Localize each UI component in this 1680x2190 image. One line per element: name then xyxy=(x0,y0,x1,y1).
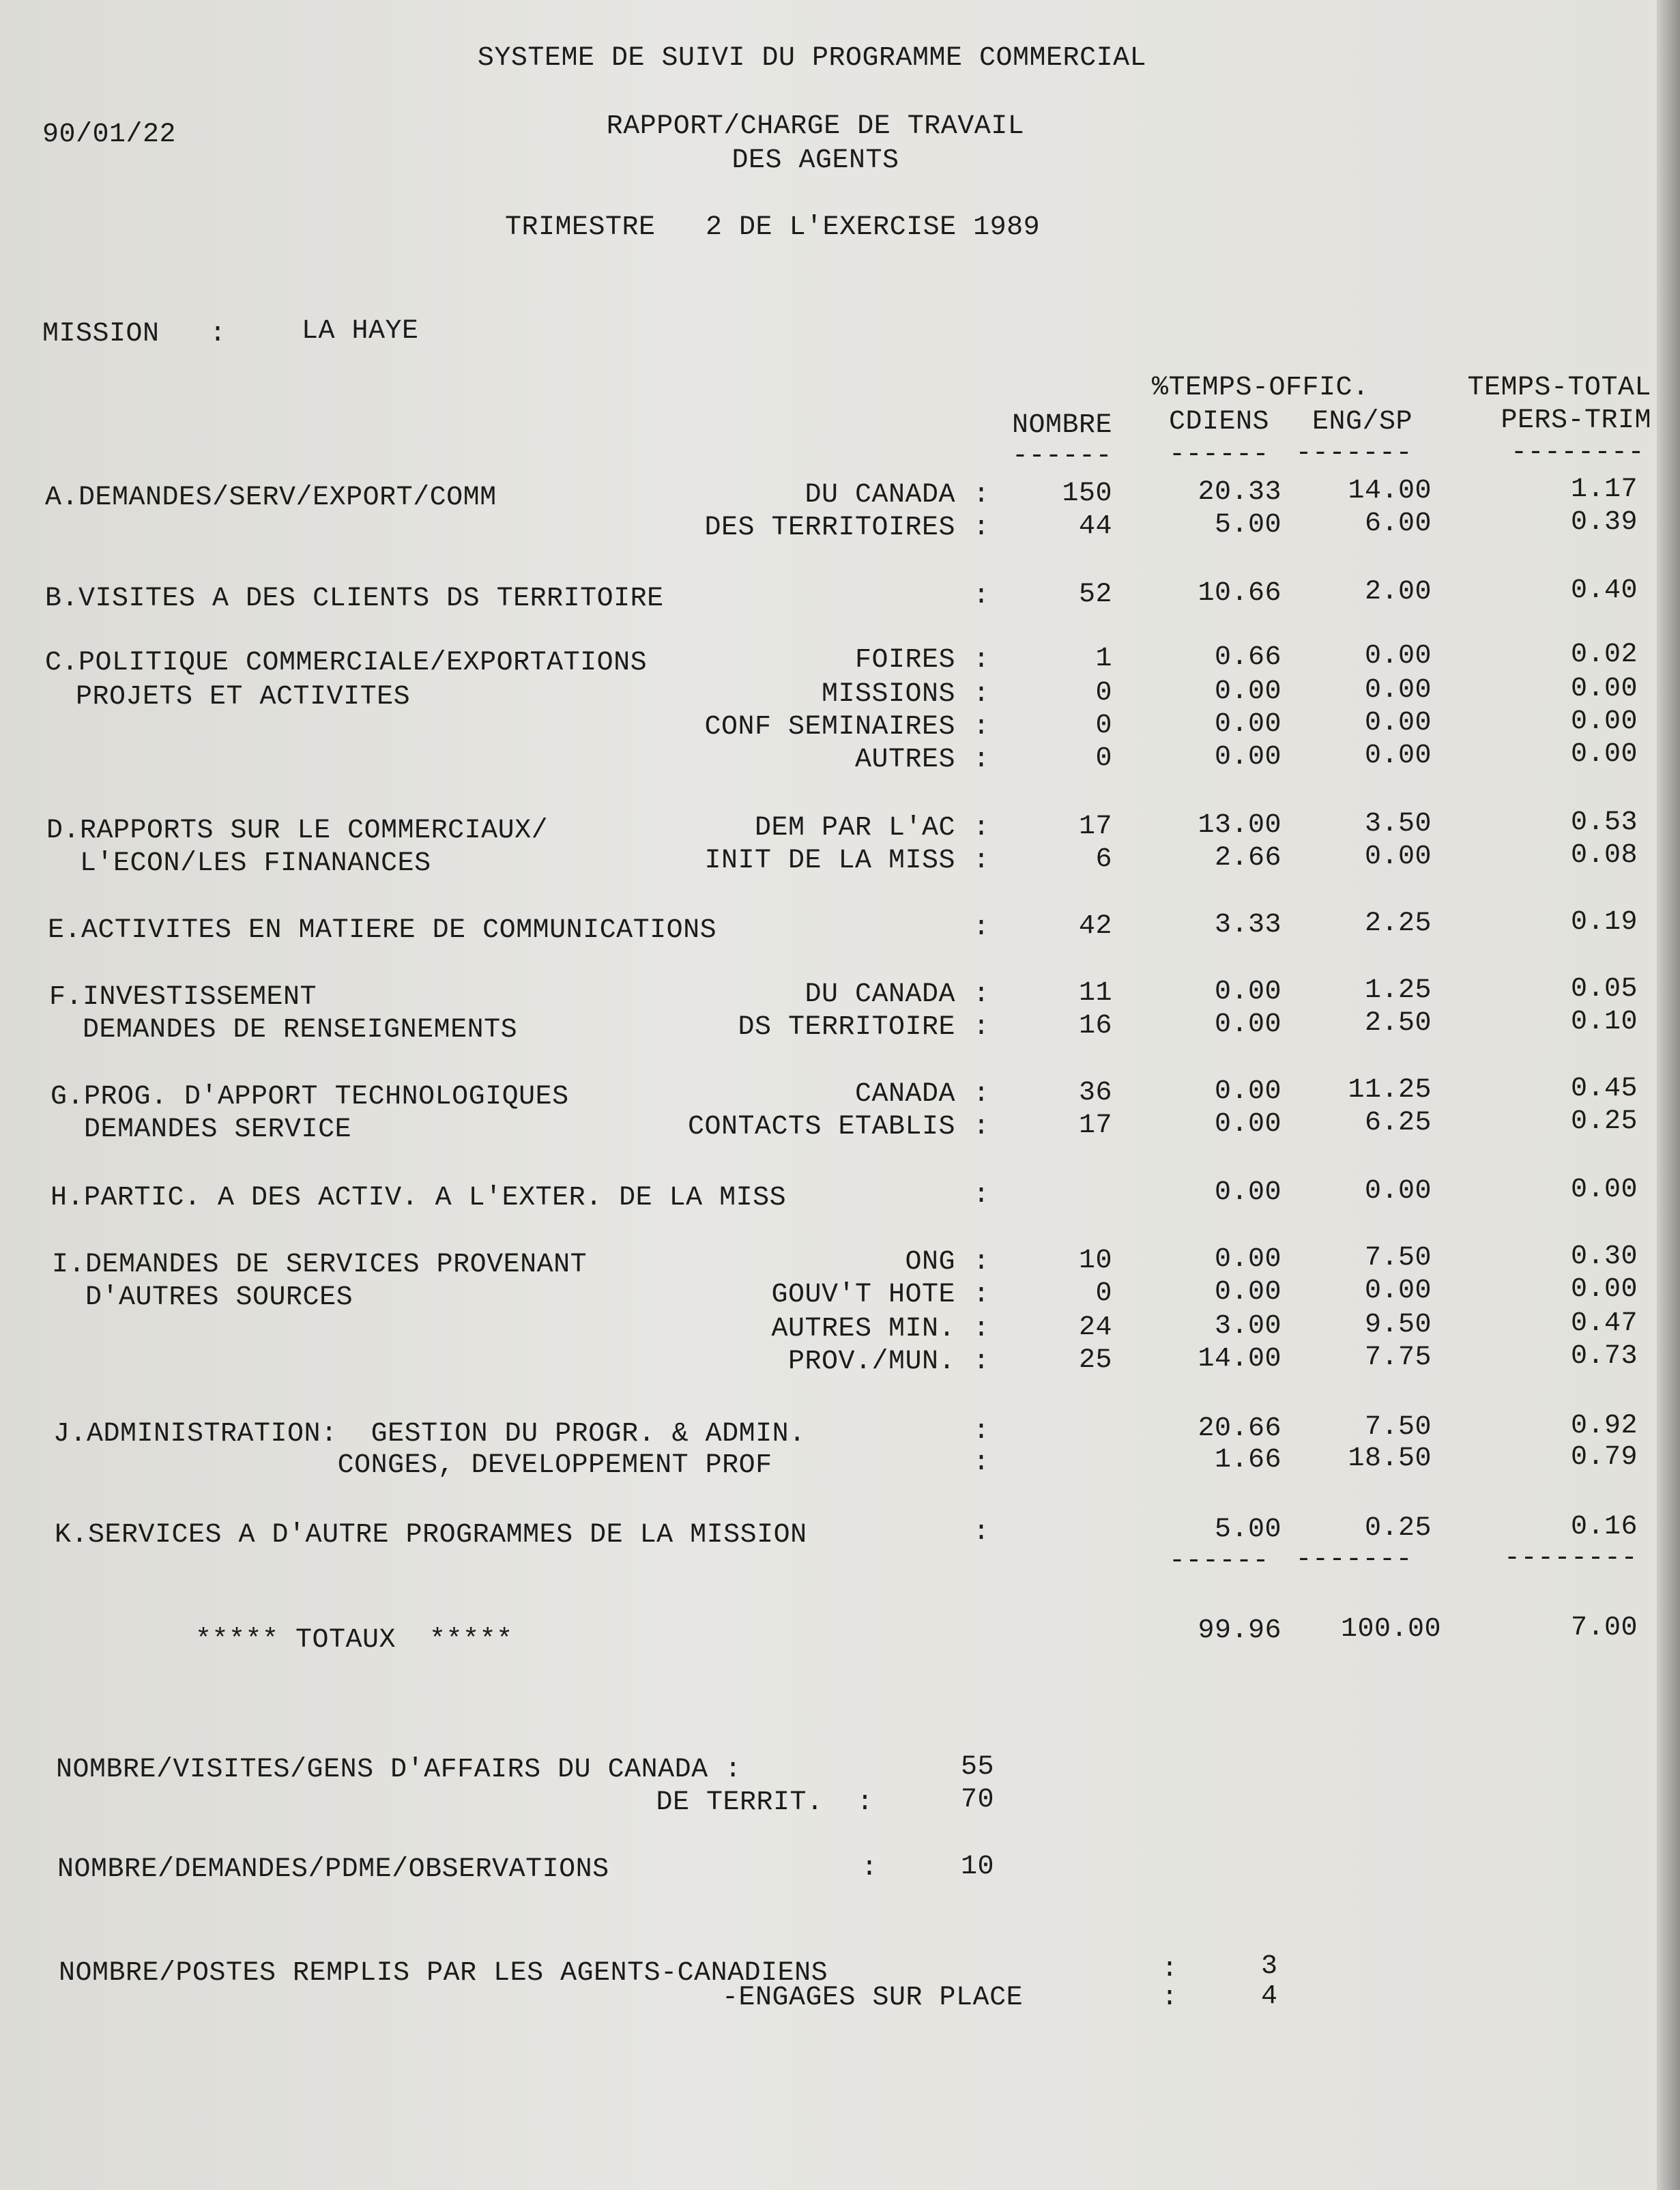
row-colon: : xyxy=(973,1346,990,1377)
row-colon: : xyxy=(973,745,990,775)
cell-engsp: 0.00 xyxy=(1364,708,1432,738)
cell-pers-trim: 0.10 xyxy=(1570,1007,1638,1037)
row-colon: : xyxy=(973,1180,990,1211)
row-label: E.ACTIVITES EN MATIERE DE COMMUNICATIONS xyxy=(48,915,717,946)
row-sublabel: CANADA xyxy=(854,1079,955,1110)
cell-pers-trim: 1.17 xyxy=(1570,474,1638,505)
cell-engsp: 7.75 xyxy=(1364,1342,1432,1373)
cell-pers-trim: 0.05 xyxy=(1570,974,1638,1005)
cell-engsp: 2.50 xyxy=(1364,1008,1432,1039)
cell-engsp: 1.25 xyxy=(1364,975,1432,1006)
cell-nombre: 11 xyxy=(1078,978,1112,1009)
cell-nombre: 17 xyxy=(1078,1110,1112,1141)
cell-pers-trim: 0.53 xyxy=(1570,807,1638,838)
row-sublabel: AUTRES MIN. xyxy=(771,1314,955,1344)
row-sublabel: INIT DE LA MISS xyxy=(704,846,955,876)
cell-cdiens: 2.66 xyxy=(1214,843,1281,874)
cell-engsp: 0.00 xyxy=(1364,841,1432,872)
quarter-line: TRIMESTRE 2 DE L'EXERCISE 1989 xyxy=(505,212,1041,243)
row-colon: : xyxy=(973,1112,990,1142)
col-perstrim: PERS-TRIM xyxy=(1501,405,1651,436)
row-label: B.VISITES A DES CLIENTS DS TERRITOIRE xyxy=(45,583,664,614)
cell-engsp: 9.50 xyxy=(1364,1310,1432,1340)
cell-nombre: 52 xyxy=(1078,579,1112,610)
cell-cdiens: 0.00 xyxy=(1214,676,1281,707)
pdme-label: NOMBRE/DEMANDES/PDME/OBSERVATIONS xyxy=(57,1854,609,1885)
cell-pers-trim: 0.92 xyxy=(1570,1411,1638,1441)
rule-nombre: ------ xyxy=(1011,441,1112,472)
cell-cdiens: 13.00 xyxy=(1198,810,1281,841)
row-label: J.ADMINISTRATION: GESTION DU PROGR. & ADMIN. xyxy=(53,1419,806,1450)
cell-nombre: 10 xyxy=(1078,1245,1112,1276)
totals-label: ***** TOTAUX ***** xyxy=(195,1625,513,1656)
row-colon: : xyxy=(973,979,990,1010)
col-cdiens: CDIENS xyxy=(1168,407,1269,437)
cell-nombre: 25 xyxy=(1078,1345,1112,1376)
cell-cdiens: 0.00 xyxy=(1214,1177,1281,1208)
report-date: 90/01/22 xyxy=(42,119,177,150)
cell-cdiens: 14.00 xyxy=(1198,1344,1281,1374)
cell-pers-trim: 0.00 xyxy=(1570,739,1638,770)
cell-pers-trim: 0.00 xyxy=(1570,1175,1638,1205)
totals-rule-engsp: ------- xyxy=(1295,1544,1413,1575)
postes-label: NOMBRE/POSTES REMPLIS PAR LES AGENTS-CANADIENS xyxy=(59,1958,828,1989)
engages-colon: : xyxy=(1161,1983,1178,2013)
cell-engsp: 2.00 xyxy=(1364,577,1432,607)
row-colon: : xyxy=(973,1416,990,1447)
col-engsp: ENG/SP xyxy=(1312,407,1413,437)
cell-pers-trim: 0.00 xyxy=(1570,1274,1638,1305)
postes-canadiens-value: 3 xyxy=(1261,1951,1278,1982)
cell-engsp: 11.25 xyxy=(1348,1075,1432,1106)
row-colon: : xyxy=(973,679,990,710)
cell-pers-trim: 0.00 xyxy=(1570,674,1638,704)
totals-rule-pers: -------- xyxy=(1503,1543,1638,1574)
cell-engsp: 7.50 xyxy=(1364,1412,1432,1443)
cell-engsp: 0.00 xyxy=(1364,740,1432,771)
cell-pers-trim: 0.16 xyxy=(1570,1512,1638,1542)
row-sublabel: GOUV'T HOTE xyxy=(771,1280,955,1310)
row-colon: : xyxy=(973,1447,990,1478)
cell-pers-trim: 0.40 xyxy=(1570,575,1638,606)
system-title: SYSTEME DE SUIVI DU PROGRAMME COMMERCIAL xyxy=(477,43,1147,74)
row-sublabel: DES TERRITOIRES xyxy=(704,513,955,543)
col-temps-total: TEMPS-TOTAL xyxy=(1467,373,1651,403)
row-sublabel: CONF SEMINAIRES xyxy=(704,712,955,743)
cell-pers-trim: 0.47 xyxy=(1570,1308,1638,1339)
cell-engsp: 18.50 xyxy=(1348,1443,1432,1474)
row-sublabel: DU CANADA xyxy=(805,979,955,1010)
cell-engsp: 3.50 xyxy=(1364,809,1432,839)
cell-pers-trim: 0.30 xyxy=(1570,1241,1638,1272)
cell-cdiens: 3.33 xyxy=(1214,910,1281,940)
cell-cdiens: 0.00 xyxy=(1214,709,1281,740)
cell-cdiens: 10.66 xyxy=(1198,578,1281,609)
cell-engsp: 0.00 xyxy=(1364,1276,1432,1306)
cell-pers-trim: 0.00 xyxy=(1570,706,1638,737)
row-sublabel: CONTACTS ETABLIS xyxy=(687,1112,955,1142)
postes-engages-value: 4 xyxy=(1261,1981,1278,2012)
cell-engsp: 6.25 xyxy=(1364,1108,1432,1138)
row-label: PROJETS ET ACTIVITES xyxy=(42,682,411,712)
cell-nombre: 1 xyxy=(1095,644,1112,674)
cell-nombre: 44 xyxy=(1078,511,1112,542)
row-colon: : xyxy=(973,846,990,876)
cell-cdiens: 1.66 xyxy=(1214,1445,1281,1475)
cell-engsp: 0.00 xyxy=(1364,641,1432,672)
row-sublabel: DU CANADA xyxy=(805,480,955,510)
cell-pers-trim: 0.19 xyxy=(1570,907,1638,938)
row-sublabel: AUTRES xyxy=(854,745,955,775)
cell-cdiens: 0.66 xyxy=(1214,642,1281,673)
row-label: DEMANDES DE RENSEIGNEMENTS xyxy=(49,1015,518,1046)
row-sublabel: DEM PAR L'AC xyxy=(754,813,955,844)
row-colon: : xyxy=(973,645,990,676)
cell-cdiens: 3.00 xyxy=(1214,1311,1281,1342)
cell-nombre: 36 xyxy=(1078,1078,1112,1108)
visites-territ-value: 70 xyxy=(961,1785,995,1815)
cell-nombre: 0 xyxy=(1095,1278,1112,1309)
cell-cdiens: 0.00 xyxy=(1214,977,1281,1007)
row-sublabel: DS TERRITOIRE xyxy=(738,1012,955,1043)
cell-cdiens: 5.00 xyxy=(1214,510,1281,541)
row-colon: : xyxy=(973,480,990,510)
row-sublabel: MISSIONS xyxy=(821,679,955,710)
rule-engsp: ------- xyxy=(1295,438,1413,469)
col-nombre: NOMBRE xyxy=(1011,410,1112,441)
row-colon: : xyxy=(973,1012,990,1043)
cell-engsp: 0.00 xyxy=(1364,675,1432,706)
cell-cdiens: 0.00 xyxy=(1214,742,1281,773)
row-colon: : xyxy=(973,1517,990,1548)
cell-cdiens: 20.33 xyxy=(1198,477,1281,508)
cell-cdiens: 0.00 xyxy=(1214,1277,1281,1308)
row-colon: : xyxy=(973,1247,990,1278)
totals-pers: 7.00 xyxy=(1570,1613,1638,1643)
row-sublabel: FOIRES xyxy=(854,645,955,676)
cell-nombre: 0 xyxy=(1095,678,1112,708)
cell-engsp: 0.00 xyxy=(1364,1176,1432,1207)
row-label: K.SERVICES A D'AUTRE PROGRAMMES DE LA MISSION xyxy=(55,1520,807,1551)
mission-label: MISSION : xyxy=(42,319,227,349)
cell-pers-trim: 0.39 xyxy=(1570,507,1638,538)
cell-engsp: 2.25 xyxy=(1364,908,1432,939)
col-group-temps-offic: %TEMPS-OFFIC. xyxy=(1152,373,1370,403)
cell-nombre: 6 xyxy=(1095,844,1112,875)
row-label: D'AUTRES SOURCES xyxy=(52,1282,353,1313)
cell-cdiens: 0.00 xyxy=(1214,1009,1281,1040)
totals-engsp: 100.00 xyxy=(1340,1614,1441,1645)
cell-pers-trim: 0.08 xyxy=(1570,840,1638,871)
cell-pers-trim: 0.25 xyxy=(1570,1106,1638,1137)
mission-value: LA HAYE xyxy=(302,316,419,347)
visites-canada-value: 55 xyxy=(961,1752,995,1783)
cell-cdiens: 0.00 xyxy=(1214,1244,1281,1275)
cell-cdiens: 0.00 xyxy=(1214,1109,1281,1140)
cell-engsp: 0.25 xyxy=(1364,1513,1432,1544)
cell-engsp: 6.00 xyxy=(1364,508,1432,539)
row-colon: : xyxy=(973,581,990,611)
cell-cdiens: 5.00 xyxy=(1214,1514,1281,1545)
cell-pers-trim: 0.73 xyxy=(1570,1341,1638,1372)
cell-pers-trim: 0.45 xyxy=(1570,1074,1638,1104)
cell-engsp: 14.00 xyxy=(1348,476,1432,506)
cell-cdiens: 20.66 xyxy=(1198,1413,1281,1444)
pdme-colon: : xyxy=(861,1853,878,1884)
row-sublabel: ONG xyxy=(905,1247,955,1278)
row-label: I.DEMANDES DE SERVICES PROVENANT xyxy=(52,1250,588,1280)
row-label: G.PROG. D'APPORT TECHNOLOGIQUES xyxy=(50,1082,569,1112)
row-colon: : xyxy=(973,912,990,943)
row-colon: : xyxy=(973,712,990,743)
engages-label: -ENGAGES SUR PLACE xyxy=(722,1983,1024,2013)
cell-nombre: 24 xyxy=(1078,1312,1112,1343)
row-colon: : xyxy=(973,813,990,844)
totals-rule-cdiens: ------ xyxy=(1168,1546,1269,1576)
cell-nombre: 17 xyxy=(1078,811,1112,842)
row-colon: : xyxy=(973,1079,990,1110)
row-label: F.INVESTISSEMENT xyxy=(49,982,317,1013)
cell-engsp: 7.50 xyxy=(1364,1243,1432,1273)
row-label: D.RAPPORTS SUR LE COMMERCIAUX/ xyxy=(46,816,549,846)
row-colon: : xyxy=(973,1280,990,1310)
row-label: CONGES, DEVELOPPEMENT PROF xyxy=(53,1450,772,1481)
visites-territ-label: DE TERRIT. : xyxy=(656,1787,873,1818)
row-label: C.POLITIQUE COMMERCIALE/EXPORTATIONS xyxy=(45,648,648,678)
row-label: H.PARTIC. A DES ACTIV. A L'EXTER. DE LA MISS xyxy=(50,1183,787,1213)
rule-perstrim: -------- xyxy=(1510,437,1645,468)
report-title-line1: RAPPORT/CHARGE DE TRAVAIL xyxy=(606,111,1025,142)
row-colon: : xyxy=(973,1314,990,1344)
row-colon: : xyxy=(973,513,990,543)
row-label: A.DEMANDES/SERV/EXPORT/COMM xyxy=(45,482,497,513)
page-edge-shadow xyxy=(1657,0,1680,2190)
cell-nombre: 0 xyxy=(1095,710,1112,741)
pdme-value: 10 xyxy=(961,1852,995,1882)
rule-cdiens: ------ xyxy=(1168,440,1269,470)
row-label: DEMANDES SERVICE xyxy=(50,1114,352,1145)
cell-nombre: 0 xyxy=(1095,743,1112,774)
postes-colon: : xyxy=(1161,1954,1178,1985)
totals-cdiens: 99.96 xyxy=(1198,1615,1281,1646)
cell-cdiens: 0.00 xyxy=(1214,1076,1281,1107)
cell-nombre: 16 xyxy=(1078,1011,1112,1041)
visites-canada-label: NOMBRE/VISITES/GENS D'AFFAIRS DU CANADA : xyxy=(56,1755,742,1785)
cell-nombre: 150 xyxy=(1062,478,1112,509)
cell-nombre: 42 xyxy=(1078,911,1112,942)
report-title-line2: DES AGENTS xyxy=(732,145,899,176)
cell-pers-trim: 0.79 xyxy=(1570,1442,1638,1473)
cell-pers-trim: 0.02 xyxy=(1570,639,1638,670)
row-label: L'ECON/LES FINANANCES xyxy=(46,848,431,879)
row-sublabel: PROV./MUN. xyxy=(787,1346,955,1377)
